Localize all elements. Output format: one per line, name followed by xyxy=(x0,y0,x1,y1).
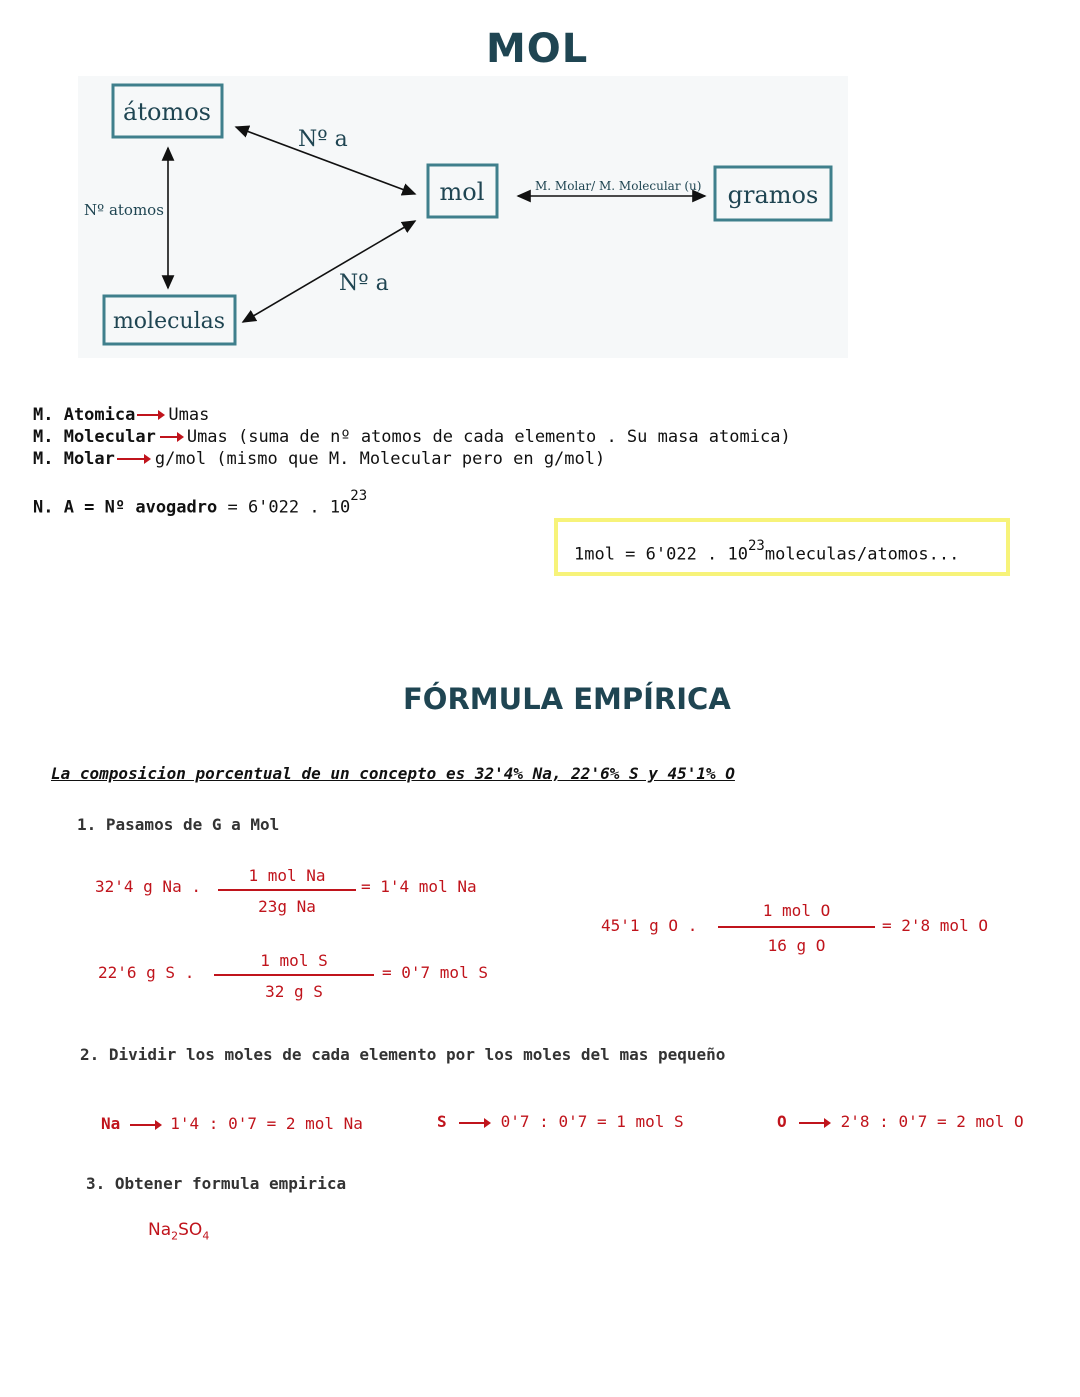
red-arrow-icon xyxy=(117,458,149,460)
mol-highlight-box xyxy=(554,518,1010,576)
empirical-formula-result xyxy=(148,1220,209,1242)
problem-statement: La composicion porcentual de un concepto es 32'4% Na, 22'6% S y 45'1% O xyxy=(51,764,735,783)
def-avogadro-val: = 6'022 . 10 xyxy=(217,497,351,518)
def-molar-val: g/mol (mismo que M. Molecular pero en g/mol) xyxy=(154,449,606,469)
highlight-right: moleculas/atomos... xyxy=(764,544,960,565)
mol-diagram xyxy=(78,76,848,358)
def-avogadro xyxy=(33,488,791,519)
def-molar xyxy=(33,448,791,470)
result-na: Na xyxy=(148,1220,172,1240)
calc-na-num: 1 mol Na xyxy=(248,866,326,885)
calc-o-den: 16 g O xyxy=(718,926,875,955)
moleculas-label: moleculas xyxy=(112,309,226,334)
na-top-label: Nº a xyxy=(298,127,348,152)
calc-o-lhs: 45'1 g O . xyxy=(601,916,698,935)
step-3: 3. Obtener formula empirica xyxy=(86,1174,347,1193)
result-so: SO xyxy=(178,1220,203,1240)
molar-label: M. Molar/ M. Molecular (u) xyxy=(535,179,702,193)
div-na-expr: 1'4 : 0'7 = 2 mol Na xyxy=(170,1114,363,1133)
formula-title: FÓRMULA EMPÍRICA xyxy=(403,682,731,716)
def-molecular xyxy=(33,426,791,448)
red-arrow-icon xyxy=(137,414,163,416)
red-arrow-icon xyxy=(130,1124,160,1126)
div-s xyxy=(437,1112,684,1131)
na-bottom-label: Nº a xyxy=(339,271,389,296)
calc-na-fraction xyxy=(218,866,356,916)
highlight-exp: 23 xyxy=(748,538,765,554)
red-arrow-icon xyxy=(799,1122,829,1124)
mol-label: mol xyxy=(439,178,485,206)
gramos-label: gramos xyxy=(727,181,819,209)
step-2: 2. Dividir los moles de cada elemento por los moles del mas pequeño xyxy=(80,1045,726,1064)
highlight-left: 1mol = 6'022 . 10 xyxy=(574,544,748,565)
def-molar-key: M. Molar xyxy=(33,449,115,469)
calc-na-den: 23g Na xyxy=(218,889,356,916)
def-molecular-val: Umas (suma de nº atomos de cada elemento . Su masa atomica) xyxy=(186,427,791,447)
red-arrow-icon xyxy=(160,436,182,438)
calc-s-rhs: = 0'7 mol S xyxy=(382,963,488,982)
div-na-element: Na xyxy=(101,1114,121,1133)
calc-s-fraction xyxy=(214,951,374,1001)
div-o-expr: 2'8 : 0'7 = 2 mol O xyxy=(840,1112,1024,1131)
def-avogadro-exp: 23 xyxy=(350,488,368,504)
definitions xyxy=(33,404,791,519)
calc-o-rhs: = 2'8 mol O xyxy=(882,916,988,935)
step-1: 1. Pasamos de G a Mol xyxy=(77,815,280,834)
div-na xyxy=(101,1114,363,1133)
calc-o-num: 1 mol O xyxy=(762,901,831,920)
n-atomos-label: Nº atomos xyxy=(84,201,164,219)
div-o-element: O xyxy=(777,1112,787,1131)
calc-s-num: 1 mol S xyxy=(260,951,328,970)
def-avogadro-key: N. A = Nº avogadro xyxy=(33,497,218,518)
div-s-element: S xyxy=(437,1112,447,1131)
calc-na-rhs: = 1'4 mol Na xyxy=(361,877,477,896)
calc-s-lhs: 22'6 g S . xyxy=(98,963,195,982)
result-sub2: 2 xyxy=(171,1229,179,1243)
def-atomica-val: Umas xyxy=(168,405,210,425)
def-atomica-key: M. Atomica xyxy=(33,405,136,425)
def-molecular-key: M. Molecular xyxy=(33,427,156,447)
calc-na-lhs: 32'4 g Na . xyxy=(95,877,201,896)
def-atomica xyxy=(33,404,791,426)
red-arrow-icon xyxy=(459,1122,489,1124)
result-sub4: 4 xyxy=(202,1229,210,1243)
calc-o-fraction xyxy=(718,901,875,955)
atomos-label: átomos xyxy=(123,98,211,126)
mol-title: MOL xyxy=(486,26,589,72)
div-o xyxy=(777,1112,1024,1131)
div-s-expr: 0'7 : 0'7 = 1 mol S xyxy=(500,1112,684,1131)
calc-s-den: 32 g S xyxy=(214,974,374,1001)
